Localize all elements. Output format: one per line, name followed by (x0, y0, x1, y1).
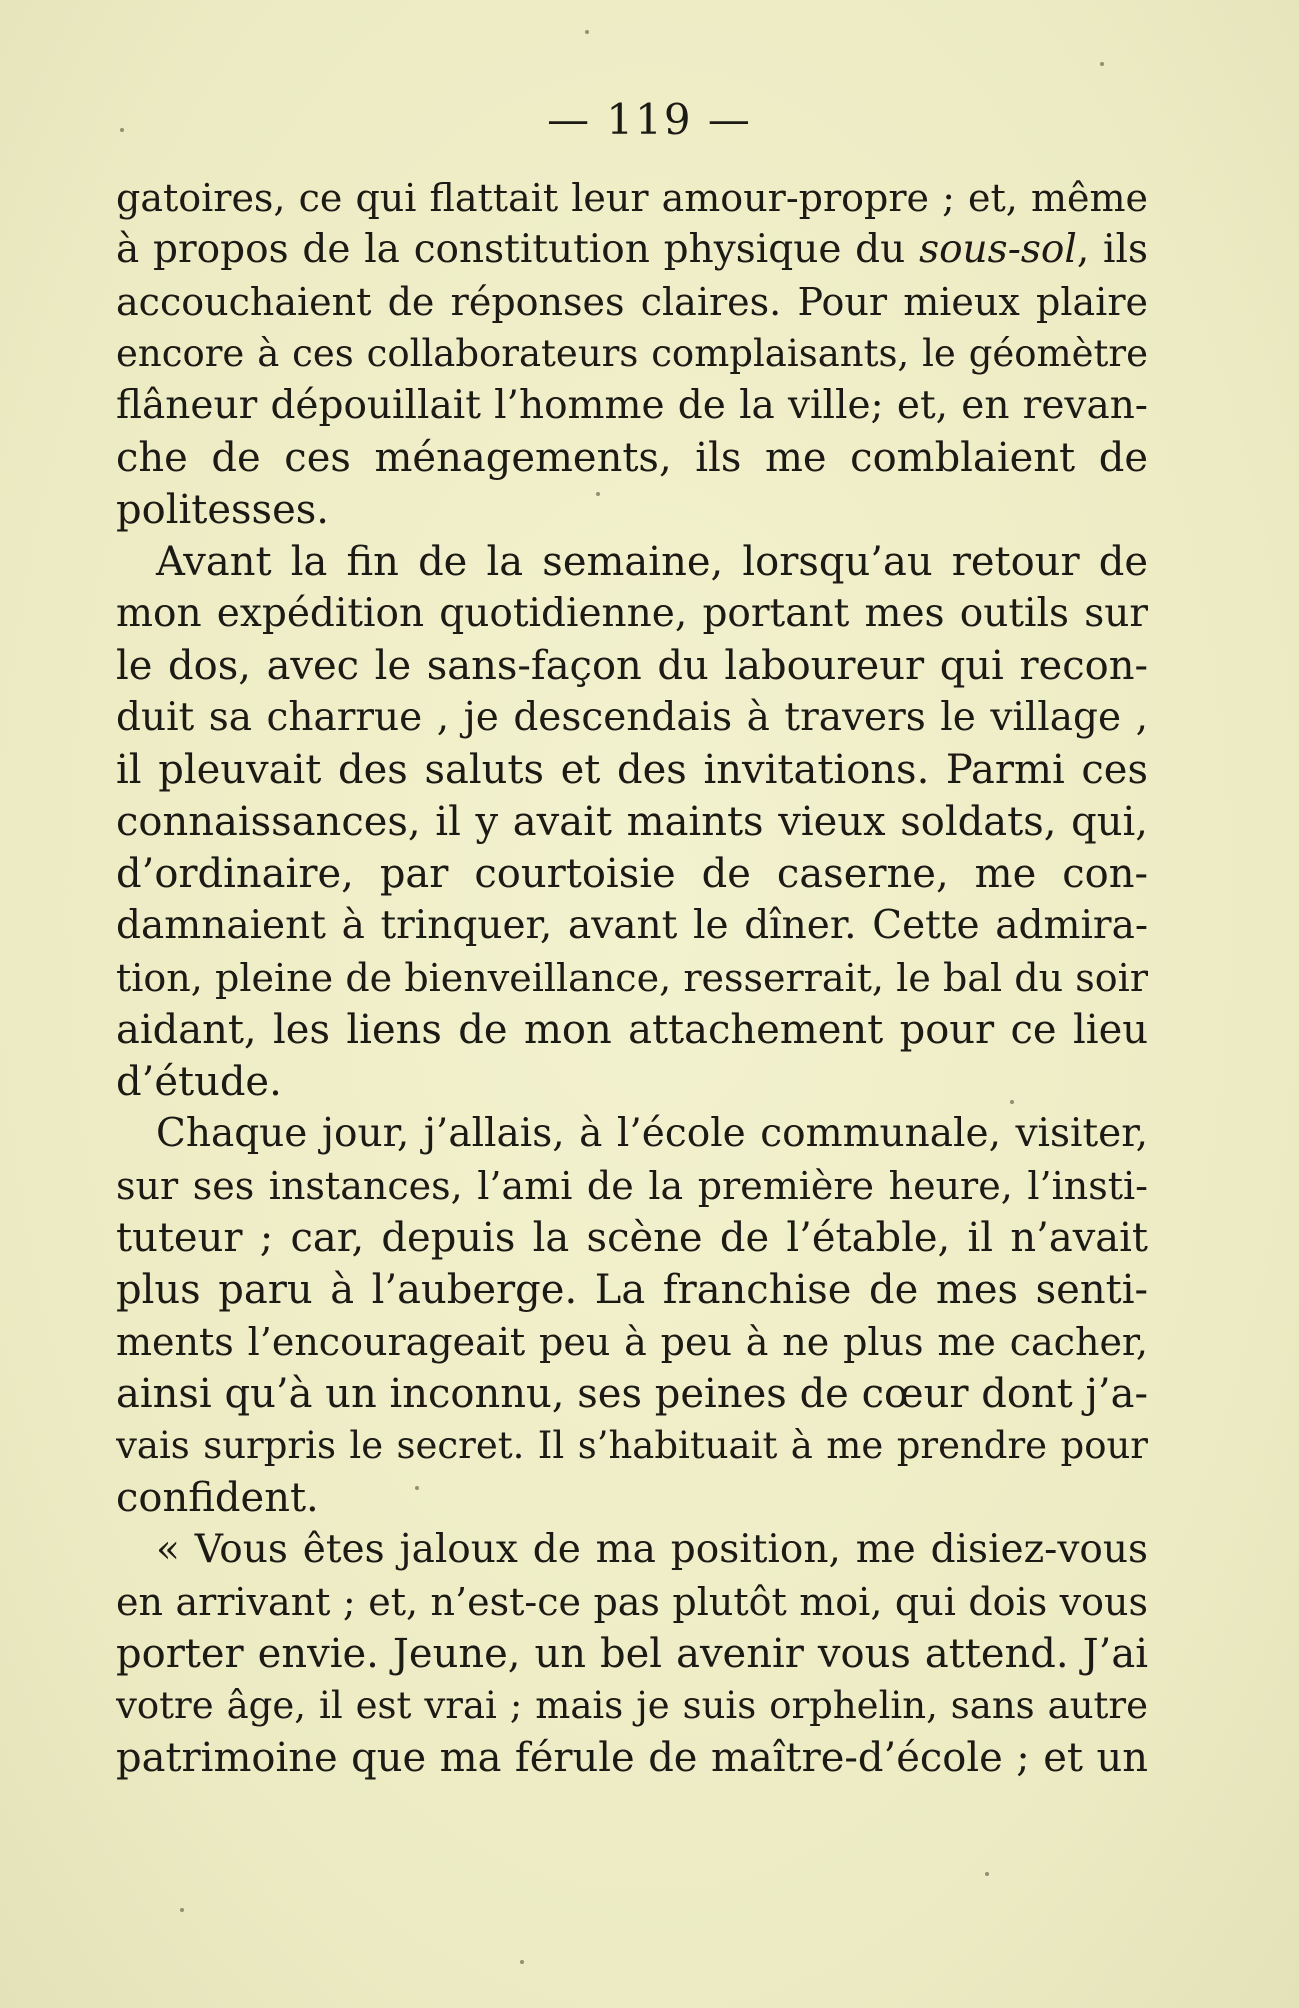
text-line: connaissances, il y avait maints vieux soldats, qui, (116, 799, 1148, 845)
text-line: Avant la fin de la semaine, lorsqu’au retour de (156, 539, 1148, 585)
text-segment: , ils (1076, 227, 1148, 272)
paper-speck (520, 1960, 524, 1964)
text-line: mon expédition quotidienne, portant mes outils sur (116, 591, 1148, 636)
text-line: damnaient à trinquer, avant le dîner. Cette admira- (116, 903, 1148, 948)
text-line: porter envie. Jeune, un bel avenir vous attend. J’ai (116, 1631, 1148, 1677)
body-text (116, 172, 1148, 1784)
paper-speck (1010, 1100, 1014, 1104)
text-line: gatoires, ce qui flattait leur amour-propre ; et, même (116, 176, 1148, 220)
text-line: politesses. (116, 487, 329, 533)
text-line: encore à ces collaborateurs complaisants, le géomètre (116, 332, 1148, 375)
paper-speck (585, 30, 589, 34)
text-line: vais surpris le secret. Il s’habituait à me prendre pour (116, 1424, 1148, 1467)
text-line: duit sa charrue , je descendais à travers le village , (116, 695, 1148, 740)
text-line: confident. (116, 1475, 319, 1521)
text-line: il pleuvait des saluts et des invitations. Parmi ces (116, 747, 1148, 793)
text-line: tion, pleine de bienveillance, resserrait, le bal du soir (116, 956, 1148, 1000)
paper-speck (415, 1486, 419, 1490)
text-line: le dos, avec le sans-façon du laboureur qui recon- (116, 643, 1148, 689)
paper-speck (1100, 62, 1104, 66)
text-line: patrimoine que ma férule de maître-d’école ; et un (116, 1735, 1148, 1781)
text-line: che de ces ménagements, ils me comblaient de (116, 435, 1148, 481)
text-segment: à propos de la constitution physique du (116, 227, 920, 272)
text-line: en arrivant ; et, n’est-ce pas plutôt moi, qui dois vous (116, 1580, 1148, 1624)
text-line: d’ordinaire, par courtoisie de caserne, me con- (116, 851, 1148, 897)
paper-speck (596, 492, 600, 496)
page-number: — 119 — (547, 95, 752, 144)
text-line: ainsi qu’à un inconnu, ses peines de cœur dont j’a- (116, 1371, 1148, 1417)
text-line: tuteur ; car, depuis la scène de l’étable, il n’avait (116, 1215, 1148, 1261)
text-line (116, 224, 1148, 276)
text-line: flâneur dépouillait l’homme de la ville; et, en revan- (116, 383, 1148, 428)
paper-speck (180, 1908, 184, 1912)
text-line: plus paru à l’auberge. La franchise de mes senti- (116, 1267, 1148, 1313)
text-line: ments l’encourageait peu à peu à ne plus me cacher, (116, 1320, 1148, 1364)
text-line: accouchaient de réponses claires. Pour mieux plaire (116, 280, 1148, 324)
text-line: « Vous êtes jaloux de ma position, me disiez-vous (156, 1527, 1148, 1572)
text-line: sur ses instances, l’ami de la première heure, l’insti- (116, 1164, 1148, 1208)
paper-speck (985, 1872, 989, 1876)
text-line: aidant, les liens de mon attachement pour ce lieu (116, 1007, 1148, 1053)
text-line: d’étude. (116, 1059, 282, 1105)
italic-term: sous-sol (919, 227, 1077, 272)
text-line: votre âge, il est vrai ; mais je suis orphelin, sans autre (116, 1684, 1148, 1727)
text-line: Chaque jour, j’allais, à l’école communale, visiter, (156, 1111, 1148, 1156)
paper-speck (120, 128, 124, 132)
